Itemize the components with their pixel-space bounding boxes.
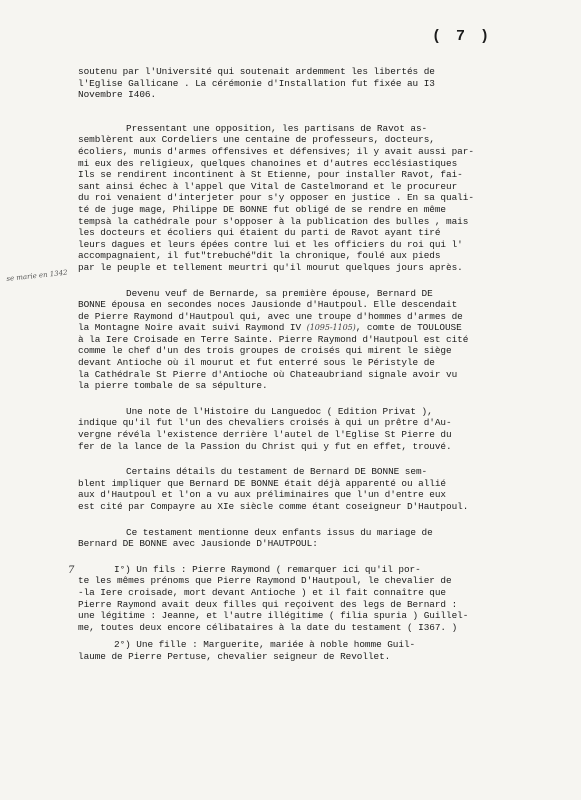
text-line: indique qu'il fut l'un des chevaliers croisés à qui un prêtre d'Au-	[78, 417, 452, 429]
text-line: devant Antioche où il mourut et fut enterré sous le Péristyle de	[78, 357, 435, 369]
text-line: de Pierre Raymond d'Hautpoul qui, avec une troupe d'hommes d'armes de	[78, 310, 463, 322]
paragraph-6	[78, 527, 564, 550]
paragraph-8	[78, 639, 564, 662]
text-line: I°) Un fils : Pierre Raymond ( remarquer ici qu'il por-	[114, 563, 421, 575]
paragraph-5	[78, 466, 564, 512]
handwritten-margin-note: se marie en 1342	[6, 268, 68, 283]
text-line: écoliers, munis d'armes offensives et défensives; il y avait aussi par-	[78, 145, 474, 157]
document-body	[78, 66, 564, 677]
text-line: leurs dagues et leurs épées contre lui et les officiers du roi qui l'	[78, 238, 463, 250]
text-line: Pressentant une opposition, les partisans de Ravot as-	[126, 122, 428, 134]
text-line: Une note de l'Histoire du Languedoc ( Edition Privat ),	[126, 405, 433, 417]
text-line: par le peuple et tellement meurtri qu'il mourut quelques jours après.	[78, 261, 463, 273]
text-line: comme le chef d'un des trois groupes de croisés qui mirent le siège	[78, 345, 452, 357]
text-line: semblèrent aux Cordeliers une centaine de professeurs, docteurs,	[78, 134, 435, 146]
paragraph-7	[78, 564, 564, 634]
text-line: mi eux des religieux, quelques chanoines et d'autres ecclésiastiques	[78, 157, 458, 169]
paragraph-1	[78, 66, 564, 101]
text-line: te les mêmes prénoms que Pierre Raymond D'Hautpoul, le chevalier de	[78, 575, 452, 587]
text-line: Devenu veuf de Bernarde, sa première épouse, Bernard DE	[126, 287, 433, 299]
text-line: BONNE épousa en secondes noces Jausionde d'Hautpoul. Elle descendait	[78, 299, 458, 311]
text-line: sant ainsi échec à l'appel que Vital de Castelmorand et le procureur	[78, 180, 458, 192]
handwritten-margin-mark: 7	[68, 565, 75, 576]
text-line-with-annotation	[78, 322, 564, 334]
paragraph-3	[78, 288, 564, 392]
page-number: ( 7 )	[432, 28, 493, 45]
text-line: accompagnaient, il fut"trebuché"dit la chronique, foulé aux pieds	[78, 250, 441, 262]
text-line: à la Iere Croisade en Terre Sainte. Pierre Raymond d'Hautpoul est cité	[78, 333, 469, 345]
text-line: la pierre tombale de sa sépulture.	[78, 380, 268, 392]
text-line: blent impliquer que Bernard DE BONNE était déjà apparenté ou allié	[78, 477, 447, 489]
text-line: -la Iere croisade, mort devant Antioche ) et il fait connaître que	[78, 586, 447, 598]
text-line: me, toutes deux encore célibataires à la date du testament ( I367. )	[78, 621, 458, 633]
text-line: est cité par Compayre au XIe siècle comme étant coseigneur D'Hautpoul.	[78, 501, 469, 512]
text-line: soutenu par l'Université qui soutenait ardemment les libertés de	[78, 66, 435, 77]
text-line: vergne révéla l'existence derrière l'autel de l'Eglise St Pierre du	[78, 429, 452, 441]
text-line: Pierre Raymond avait deux filles qui reçoivent des legs de Bernard :	[78, 598, 458, 610]
text-line: 2°) Une fille : Marguerite, mariée à noble homme Guil-	[114, 639, 416, 651]
text-line: Bernard DE BONNE avec Jausionde D'HAUTPOUL:	[78, 538, 318, 550]
text-segment: , comte de TOULOUSE	[355, 322, 462, 334]
text-line: laume de Pierre Pertuse, chevalier seigneur de Revollet.	[78, 650, 391, 662]
text-line: aux d'Hautpoul et l'on a vu aux préliminaires que l'un d'entre eux	[78, 489, 447, 501]
text-line: la Cathédrale St Pierre d'Antioche où Chateaubriand signale avoir vu	[78, 368, 458, 380]
paragraph-2	[78, 123, 564, 274]
text-line: Novembre I406.	[78, 89, 157, 101]
text-line: Ce testament mentionne deux enfants issus du mariage de	[126, 526, 433, 538]
text-line: du roi venaient d'interjeter pour s'y opposer en justice . En sa quali-	[78, 192, 474, 204]
paragraph-4	[78, 406, 564, 452]
text-line: tempsà la cathédrale pour s'opposer à la publication des bulles , mais	[78, 215, 469, 227]
text-segment: la Montagne Noire avait suivi Raymond IV	[78, 322, 302, 334]
text-line: Certains détails du testament de Bernard DE BONNE sem-	[126, 466, 428, 478]
text-line: Ils se rendirent incontinent à St Etienne, pour installer Ravot, fai-	[78, 169, 463, 181]
text-line: l'Eglise Gallicane . La cérémonie d'Installation fut fixée au I3	[78, 77, 435, 89]
text-line: fer de la lance de la Passion du Christ qui y fut en effet, trouvé.	[78, 440, 452, 452]
text-line: té de juge mage, Philippe DE BONNE fut obligé de se rendre en même	[78, 203, 447, 215]
text-line: une légitime : Jeanne, et l'autre illégitime ( filia spuria ) Guillel-	[78, 610, 469, 622]
handwritten-inline-date: (1095-1105)	[306, 323, 356, 333]
text-line: les docteurs et écoliers qui étaient du parti de Ravot ayant tiré	[78, 227, 441, 239]
